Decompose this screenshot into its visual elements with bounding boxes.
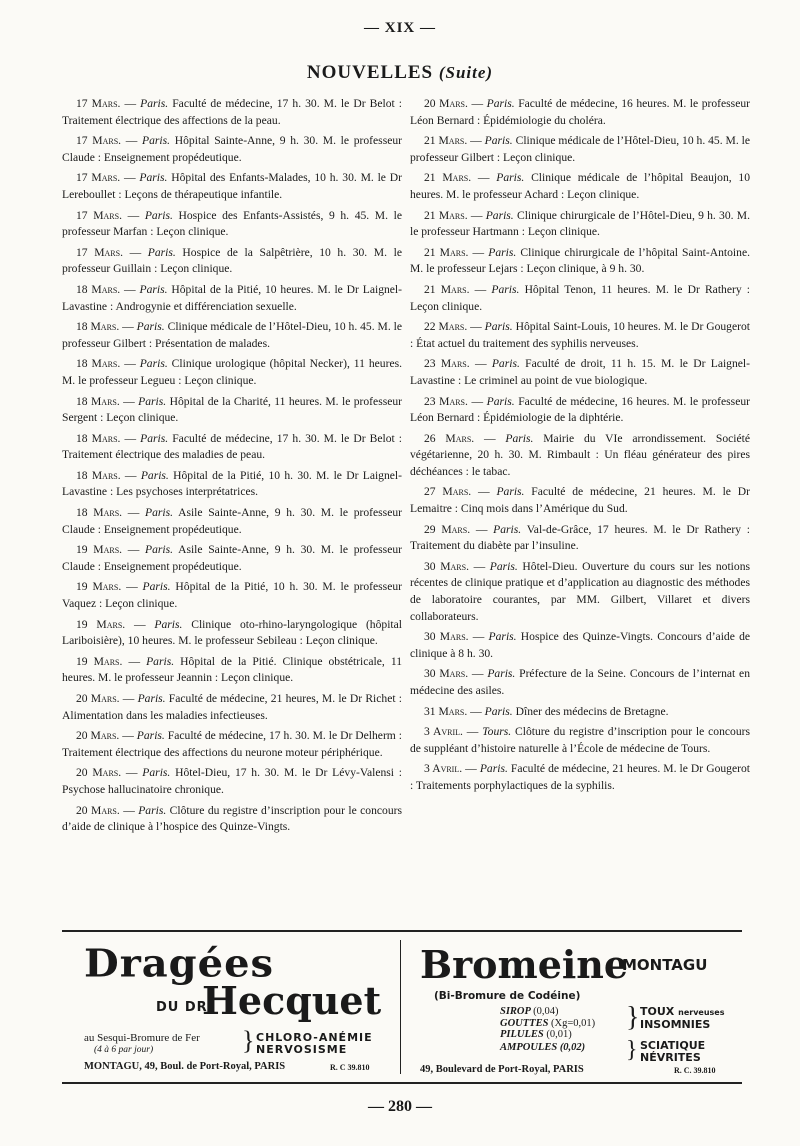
- news-entry: 20 Mars. — Paris. Faculté de médecine, 17 h. 30. M. le Dr Delherm : Traitement électrique des affections du neurone moteur périphérique.: [62, 729, 402, 759]
- entry-text: Clinique chirurgicale de l’Hôtel-Dieu, 9 h. 30. M. le professeur Hartmann : Leçon clinique.: [410, 208, 750, 239]
- entry-city: Paris.: [139, 171, 168, 185]
- news-entry: 20 Mars. — Paris. Hôtel-Dieu, 17 h. 30. M. le Dr Lévy-Valensi : Psychose hallucinatoire chronique.: [62, 766, 402, 796]
- entry-city: Paris.: [142, 134, 171, 148]
- entry-text: Clinique médicale de l’Hôtel-Dieu, 10 h. 45. M. le professeur Gilbert : Leçon clinique.: [410, 134, 750, 164]
- ad-ailments-2: [640, 1040, 705, 1063]
- entry-text: Hôpital Sainte-Anne, 9 h. 30. M. le professeur Claude : Enseignement propédeutique.: [62, 134, 403, 164]
- entry-date: 18 Mars.: [76, 357, 121, 371]
- ad-address: 49, Boulevard de Port-Royal, PARIS: [420, 1064, 584, 1075]
- entry-date: 19 Mars.: [76, 654, 123, 668]
- news-entry: 20 Mars. — Paris. Faculté de médecine, 16 heures. M. le professeur Léon Bernard : Épidémiologie du choléra.: [410, 97, 750, 127]
- entry-city: Paris.: [137, 692, 166, 705]
- news-entry: 3 Avril. — Tours. Clôture du registre d’inscription pour le concours de suppléant d’histoire naturelle à l’École de médecine de Tours.: [410, 725, 751, 755]
- entry-date: 20 Mars.: [76, 692, 120, 705]
- entry-city: Paris.: [154, 617, 183, 631]
- news-entry: 21 Mars. — Paris. Clinique chirurgicale de l’Hôtel-Dieu, 9 h. 30. M. le professeur Hartmann : Leçon clinique.: [410, 208, 750, 239]
- entry-date: 17 Mars.: [76, 97, 121, 110]
- entry-date: 26 Mars.: [424, 431, 475, 445]
- left-column: [62, 96, 402, 840]
- entry-date: 22 Mars.: [424, 320, 468, 334]
- entry-text: Hôpital de la Pitié. Clinique obstétricale, 11 heures. M. le professeur Jeannin : Leçon clinique.: [62, 654, 403, 685]
- news-entry: 3 Avril. — Paris. Faculté de médecine, 21 heures. M. le Dr Gougerot : Traitements porphylactiques de la syphilis.: [410, 762, 750, 792]
- entry-text: Asile Sainte-Anne, 9 h. 30. M. le professeur Claude : Enseignement propédeutique.: [62, 543, 402, 573]
- ad-subtitle: (Bi-Bromure de Codéine): [434, 990, 581, 1002]
- entry-date: 17 Mars.: [76, 134, 122, 148]
- entry-city: Paris.: [493, 522, 522, 536]
- entry-city: Paris.: [142, 580, 171, 594]
- news-entry: 18 Mars. — Paris. Hôpital de la Pitié, 10 heures. M. le Dr Laignel-Lavastine : Androgynie et différenciation sexuelle.: [62, 282, 403, 313]
- ad-brand-bromeine: Bromeine: [420, 942, 629, 987]
- entry-city: Paris.: [139, 357, 168, 371]
- news-entry: 21 Mars. — Paris. Clinique chirurgicale de l’hôpital Saint-Antoine. M. le professeur Lejars : Leçon clinique, à 9 h. 30.: [410, 245, 750, 276]
- entry-city: Paris.: [144, 208, 173, 222]
- ad-ailment-sciatique: SCIATIQUE: [640, 1039, 706, 1052]
- entry-text: Hôpital de la Charité, 11 heures. M. le professeur Sergent : Leçon clinique.: [62, 394, 403, 425]
- entry-text: Hospice des Enfants-Assistés, 9 h. 45. M. le professeur Marfan : Leçon clinique.: [62, 208, 403, 239]
- ad-ailment-toux-sub: nerveuses: [678, 1008, 725, 1017]
- ad-form-sirop: SIROP: [500, 1006, 531, 1017]
- entry-date: 23 Mars.: [424, 394, 468, 408]
- news-entry: 29 Mars. — Paris. Val-de-Grâce, 17 heures. M. le Dr Rathery : Traitement du diabète par l’insuline.: [410, 522, 750, 553]
- news-entry: 18 Mars. — Paris. Hôpital de la Pitié, 10 h. 30. M. le Dr Laignel-Lavastine : Les psychoses interprétatrices.: [62, 468, 403, 499]
- entry-city: Paris.: [139, 282, 168, 296]
- entry-city: Paris.: [505, 431, 534, 445]
- entry-text: Clinique médicale de l’hôpital Beaujon, 10 heures. M. le professeur Achard : Leçon clinique.: [410, 171, 751, 201]
- entry-text: Faculté de médecine, 16 heures. M. le professeur Léon Bernard : Épidémiologie du choléra.: [410, 97, 750, 127]
- ad-ailment-insomnies: INSOMNIES: [640, 1017, 711, 1031]
- entry-city: Paris.: [147, 245, 176, 259]
- news-entry: 26 Mars. — Paris. Mairie du VIe arrondissement. Société végétarienne, 20 h. 30. M. Rimbault : Un fléau générateur des pires déchéances : le tabac.: [410, 431, 751, 478]
- ad-indication-nervosisme: NERVOSISME: [256, 1043, 348, 1056]
- section-title: [0, 62, 800, 84]
- news-entry: 17 Mars. — Paris. Hospice de la Salpêtrière, 10 h. 30. M. le professeur Guillain : Leçon clinique.: [62, 245, 402, 276]
- entry-date: 18 Mars.: [76, 282, 121, 296]
- news-entry: 30 Mars. — Paris. Hôtel-Dieu. Ouverture du cours sur les notions récentes de clinique pratique et d’application au diagnostic des méthodes de laboratoire courantes, par MM. Gilbert, Villaret et divers collaborateurs.: [410, 559, 750, 623]
- entry-date: 31 Mars.: [424, 704, 468, 718]
- entry-city: Paris.: [484, 134, 513, 148]
- entry-date: 20 Mars.: [424, 97, 468, 110]
- entry-date: 30 Mars.: [424, 667, 469, 681]
- entry-text: Faculté de médecine, 17 h. 30. M. le Dr Belot : Traitement électrique des affections de la peau.: [62, 97, 403, 127]
- entry-date: 18 Mars.: [76, 431, 121, 445]
- entry-city: Paris.: [140, 468, 169, 482]
- entry-text: Hôtel-Dieu. Ouverture du cours sur les notions récentes de clinique pratique et d’application au diagnostic des méthodes de laboratoire courantes, par MM. Gilbert, Villaret et divers collaborateurs.: [410, 559, 750, 623]
- advertisement-band: [62, 930, 742, 1084]
- entry-text: Hôpital Saint-Louis, 10 heures. M. le Dr Gougerot : État actuel du traitement des syphilis nerveuses.: [410, 320, 751, 350]
- ad-ailment-toux: TOUX: [640, 1005, 675, 1018]
- ad-maker: MONTAGU: [622, 956, 708, 974]
- entry-text: Clinique urologique (hôpital Necker), 11 heures. M. le professeur Legueu : Leçon clinique.: [62, 357, 402, 387]
- news-entry: 19 Mars. — Paris. Hôpital de la Pitié. Clinique obstétricale, 11 heures. M. le professeur Jeannin : Leçon clinique.: [62, 654, 403, 685]
- entry-date: 21 Mars.: [424, 171, 472, 185]
- entry-city: Paris.: [140, 431, 169, 445]
- entry-date: 20 Mars.: [76, 803, 120, 817]
- entry-date: 17 Mars.: [76, 171, 121, 185]
- entry-text: Hôpital de la Pitié, 10 h. 30. M. le professeur Vaquez : Leçon clinique.: [62, 580, 402, 611]
- entry-city: Paris.: [491, 357, 520, 371]
- news-entry: 27 Mars. — Paris. Faculté de médecine, 21 heures. M. le Dr Lemaitre : Cinq mois dans l’Amérique du Sud.: [410, 485, 750, 516]
- entry-text: Clinique chirurgicale de l’hôpital Saint-Antoine. M. le professeur Lejars : Leçon clinique, à 9 h. 30.: [410, 245, 750, 276]
- ad-address: MONTAGU, 49, Boul. de Port-Royal, PARIS: [84, 1061, 286, 1072]
- entry-text: Faculté de médecine, 21 heures, M. le Dr Richet : Alimentation dans les maladies infectieuses.: [62, 692, 403, 722]
- entry-date: 21 Mars.: [424, 134, 468, 148]
- news-entry: 19 Mars. — Paris. Clinique oto-rhino-laryngologique (hôpital Lariboisière), 10 heures. M. le professeur Sebileau : Leçon clinique.: [62, 617, 403, 648]
- entry-city: Paris.: [136, 320, 165, 334]
- news-entry: 17 Mars. — Paris. Hôpital Sainte-Anne, 9 h. 30. M. le professeur Claude : Enseignement propédeutique.: [62, 134, 403, 164]
- entry-city: Paris.: [484, 320, 513, 334]
- entry-city: Paris.: [485, 208, 514, 222]
- ad-ailment-nevrites: NÉVRITES: [640, 1050, 701, 1064]
- entry-date: 18 Mars.: [76, 394, 120, 408]
- entry-text: Clinique oto-rhino-laryngologique (hôpital Lariboisière), 10 heures. M. le professeur Sebileau : Leçon clinique.: [62, 617, 403, 648]
- ad-dragees-hecquet: [62, 932, 392, 1082]
- entry-city: Paris.: [486, 394, 515, 408]
- brace-icon: }: [242, 1026, 255, 1055]
- entry-date: 27 Mars.: [424, 485, 472, 499]
- news-entry: 19 Mars. — Paris. Hôpital de la Pitié, 10 h. 30. M. le professeur Vaquez : Leçon clinique.: [62, 580, 402, 611]
- news-entry: 17 Mars. — Paris. Hospice des Enfants-Assistés, 9 h. 45. M. le professeur Marfan : Leçon clinique.: [62, 208, 403, 239]
- entry-date: 3 Avril.: [424, 762, 463, 776]
- news-entry: 30 Mars. — Paris. Hospice des Quinze-Vingts. Concours d’aide de clinique à 8 h. 30.: [410, 630, 751, 660]
- news-entry: 30 Mars. — Paris. Préfecture de la Seine. Concours de l’internat en médecine des asiles.: [410, 667, 751, 697]
- entry-city: Paris.: [489, 559, 518, 573]
- ad-form-pilules: PILULES: [500, 1029, 544, 1040]
- news-entry: 18 Mars. — Paris. Clinique médicale de l’Hôtel-Dieu, 10 h. 45. M. le professeur Gilbert : Présentation de malades.: [62, 320, 402, 350]
- entry-city: Paris.: [145, 543, 174, 557]
- entry-date: 17 Mars.: [76, 245, 123, 259]
- ad-indications: [256, 1032, 373, 1056]
- news-entry: 20 Mars. — Paris. Faculté de médecine, 21 heures, M. le Dr Richet : Alimentation dans les maladies infectieuses.: [62, 692, 403, 722]
- news-entry: 21 Mars. — Paris. Hôpital Tenon, 11 heures. M. le Dr Rathery : Leçon clinique.: [410, 282, 750, 313]
- entry-city: Paris.: [142, 766, 171, 780]
- ad-sesqui-bromure: au Sesqui-Bromure de Fer: [84, 1032, 200, 1044]
- entry-text: Clôture du registre d’inscription pour le concours de suppléant d’histoire naturelle à l’École de médecine de Tours.: [410, 725, 751, 755]
- ad-rc: R. C. 39.810: [674, 1066, 716, 1075]
- entry-city: Paris.: [496, 485, 525, 499]
- entry-text: Faculté de médecine, 21 heures. M. le Dr Lemaitre : Cinq mois dans l’Amérique du Sud.: [410, 485, 750, 516]
- entry-text: Faculté de médecine, 21 heures. M. le Dr Gougerot : Traitements porphylactiques de la syphilis.: [410, 762, 750, 792]
- ad-brand-hecquet: Hecquet: [202, 978, 382, 1023]
- news-entry: 18 Mars. — Paris. Hôpital de la Charité, 11 heures. M. le professeur Sergent : Leçon clinique.: [62, 394, 403, 425]
- ad-dose-ampoules: (0,02): [559, 1042, 586, 1053]
- news-entry: 23 Mars. — Paris. Faculté de médecine, 16 heures. M. le professeur Léon Bernard : Épidémiologie de la diphtérie.: [410, 394, 750, 425]
- entry-date: 30 Mars.: [424, 559, 469, 573]
- entry-text: Hospice des Quinze-Vingts. Concours d’aide de clinique à 8 h. 30.: [410, 630, 751, 660]
- entry-date: 21 Mars.: [424, 245, 469, 259]
- brace-icon: }: [626, 1037, 638, 1063]
- entry-text: Hôtel-Dieu, 17 h. 30. M. le Dr Lévy-Valensi : Psychose hallucinatoire chronique.: [62, 766, 402, 796]
- entry-date: 20 Mars.: [76, 766, 122, 780]
- entry-date: 21 Mars.: [424, 282, 470, 296]
- entry-city: Paris.: [484, 704, 513, 718]
- ad-dose-pilules: (0,01): [546, 1029, 572, 1040]
- ad-indication-chloro: CHLORO-ANÉMIE: [256, 1031, 373, 1044]
- entry-city: Paris.: [488, 630, 517, 644]
- ad-dose: (4 à 6 par jour): [94, 1045, 154, 1055]
- ad-bromeine: [412, 932, 742, 1082]
- entry-text: Hôpital des Enfants-Malades, 10 h. 30. M. le Dr Lereboullet : Leçons de thérapeutique infantile.: [62, 171, 402, 201]
- entry-text: Préfecture de la Seine. Concours de l’internat en médecine des asiles.: [410, 667, 751, 697]
- news-entry: 23 Mars. — Paris. Faculté de droit, 11 h. 15. M. le Dr Laignel-Lavastine : Le criminel au point de vue biologique.: [410, 357, 751, 387]
- entry-text: Mairie du VIe arrondissement. Société végétarienne, 20 h. 30. M. Rimbault : Un fléau générateur des pires déchéances : le tabac.: [410, 431, 751, 478]
- entry-text: Faculté de médecine, 17 h. 30. M. le Dr Delherm : Traitement électrique des affections du neurone moteur périphérique.: [62, 729, 402, 759]
- news-entry: 17 Mars. — Paris. Hôpital des Enfants-Malades, 10 h. 30. M. le Dr Lereboullet : Leçons de thérapeutique infantile.: [62, 171, 402, 201]
- news-entry: 21 Mars. — Paris. Clinique médicale de l’hôpital Beaujon, 10 heures. M. le professeur Achard : Leçon clinique.: [410, 171, 751, 201]
- entry-date: 18 Mars.: [76, 320, 120, 334]
- news-entry: 18 Mars. — Paris. Faculté de médecine, 17 h. 30. M. le Dr Belot : Traitement électrique des maladies de peau.: [62, 431, 403, 462]
- entry-city: Paris.: [138, 803, 167, 817]
- section-title-text: NOUVELLES: [306, 62, 434, 83]
- entry-date: 23 Mars.: [424, 357, 470, 371]
- news-entry: 17 Mars. — Paris. Faculté de médecine, 17 h. 30. M. le Dr Belot : Traitement électrique des affections de la peau.: [62, 97, 403, 127]
- news-entry: 22 Mars. — Paris. Hôpital Saint-Louis, 10 heures. M. le Dr Gougerot : État actuel du traitement des syphilis nerveuses.: [410, 320, 751, 350]
- entry-date: 20 Mars.: [76, 729, 120, 743]
- news-entry: 18 Mars. — Paris. Asile Sainte-Anne, 9 h. 30. M. le professeur Claude : Enseignement propédeutique.: [62, 506, 402, 536]
- ad-divider: [400, 940, 401, 1074]
- entry-text: Hôpital de la Pitié, 10 h. 30. M. le Dr Laignel-Lavastine : Les psychoses interprétatrices.: [62, 468, 403, 499]
- ad-forms: [500, 1006, 595, 1041]
- entry-date: 3 Avril.: [424, 725, 463, 739]
- ad-dose-sirop: (0,04): [533, 1006, 559, 1017]
- entry-text: Clôture du registre d’inscription pour le concours d’aide de clinique à l’hospice des Quinze-Vingts.: [62, 803, 402, 834]
- news-entry: 20 Mars. — Paris. Clôture du registre d’inscription pour le concours d’aide de clinique à l’hospice des Quinze-Vingts.: [62, 803, 402, 834]
- entry-date: 19 Mars.: [76, 543, 123, 557]
- entry-date: 17 Mars.: [76, 208, 122, 222]
- entry-city: Paris.: [479, 762, 508, 776]
- entry-city: Paris.: [486, 97, 515, 110]
- entry-date: 30 Mars.: [424, 630, 469, 644]
- ad-dose-gouttes: (Xg=0,01): [551, 1017, 596, 1029]
- ad-brand-dragees: Dragées: [84, 941, 275, 986]
- right-column: [410, 96, 750, 799]
- entry-date: 18 Mars.: [76, 468, 121, 482]
- entry-city: Paris.: [496, 171, 525, 185]
- ad-ailments-1: [640, 1006, 724, 1030]
- entry-city: Paris.: [145, 506, 174, 520]
- news-entry: 18 Mars. — Paris. Clinique urologique (hôpital Necker), 11 heures. M. le professeur Legueu : Leçon clinique.: [62, 357, 402, 387]
- entry-text: Faculté de médecine, 16 heures. M. le professeur Léon Bernard : Épidémiologie de la diphtérie.: [410, 394, 750, 425]
- news-entry: 21 Mars. — Paris. Clinique médicale de l’Hôtel-Dieu, 10 h. 45. M. le professeur Gilbert : Leçon clinique.: [410, 134, 750, 164]
- entry-date: 19 Mars.: [76, 617, 126, 631]
- entry-date: 21 Mars.: [424, 208, 468, 222]
- entry-text: Clinique médicale de l’Hôtel-Dieu, 10 h. 45. M. le professeur Gilbert : Présentation de malades.: [62, 320, 402, 350]
- ad-rc: R. C 39.810: [330, 1063, 370, 1072]
- entry-text: Hôpital Tenon, 11 heures. M. le Dr Rathery : Leçon clinique.: [410, 282, 750, 313]
- entry-text: Asile Sainte-Anne, 9 h. 30. M. le professeur Claude : Enseignement propédeutique.: [62, 506, 402, 536]
- entry-city: Paris.: [487, 667, 516, 681]
- entry-date: 19 Mars.: [76, 580, 122, 594]
- entry-city: Paris.: [136, 729, 165, 743]
- entry-date: 29 Mars.: [424, 522, 471, 536]
- entry-text: Faculté de médecine, 17 h. 30. M. le Dr Belot : Traitement électrique des maladies de peau.: [62, 431, 403, 462]
- entry-text: Val-de-Grâce, 17 heures. M. le Dr Rathery : Traitement du diabète par l’insuline.: [410, 522, 750, 553]
- entry-city: Tours.: [482, 725, 512, 739]
- entry-text: Hôpital de la Pitié, 10 heures. M. le Dr Laignel-Lavastine : Androgynie et différenciation sexuelle.: [62, 282, 403, 313]
- ad-form-ampoules: [500, 1042, 585, 1053]
- entry-text: Hospice de la Salpêtrière, 10 h. 30. M. le professeur Guillain : Leçon clinique.: [62, 245, 402, 276]
- entry-city: Paris.: [146, 654, 175, 668]
- entry-city: Paris.: [491, 282, 520, 296]
- entry-city: Paris.: [488, 245, 517, 259]
- section-title-suffix: (Suite): [438, 63, 494, 82]
- entry-text: Faculté de droit, 11 h. 15. M. le Dr Laignel-Lavastine : Le criminel au point de vue biologique.: [410, 357, 751, 387]
- entry-city: Paris.: [140, 97, 169, 110]
- roman-page-number: — XIX —: [363, 20, 436, 36]
- news-entry: 31 Mars. — Paris. Dîner des médecins de Bretagne.: [424, 704, 669, 718]
- ad-form-ampoules-label: AMPOULES: [500, 1042, 558, 1053]
- news-entry: 19 Mars. — Paris. Asile Sainte-Anne, 9 h. 30. M. le professeur Claude : Enseignement propédeutique.: [62, 543, 402, 573]
- ad-du-dr: DU DR.: [156, 1000, 214, 1015]
- entry-date: 18 Mars.: [76, 506, 123, 520]
- ad-form-gouttes: GOUTTES: [500, 1017, 549, 1029]
- entry-text: Dîner des médecins de Bretagne.: [515, 704, 669, 718]
- page-number: — 280 —: [368, 1098, 432, 1115]
- entry-city: Paris.: [138, 394, 167, 408]
- brace-icon: }: [626, 1002, 640, 1033]
